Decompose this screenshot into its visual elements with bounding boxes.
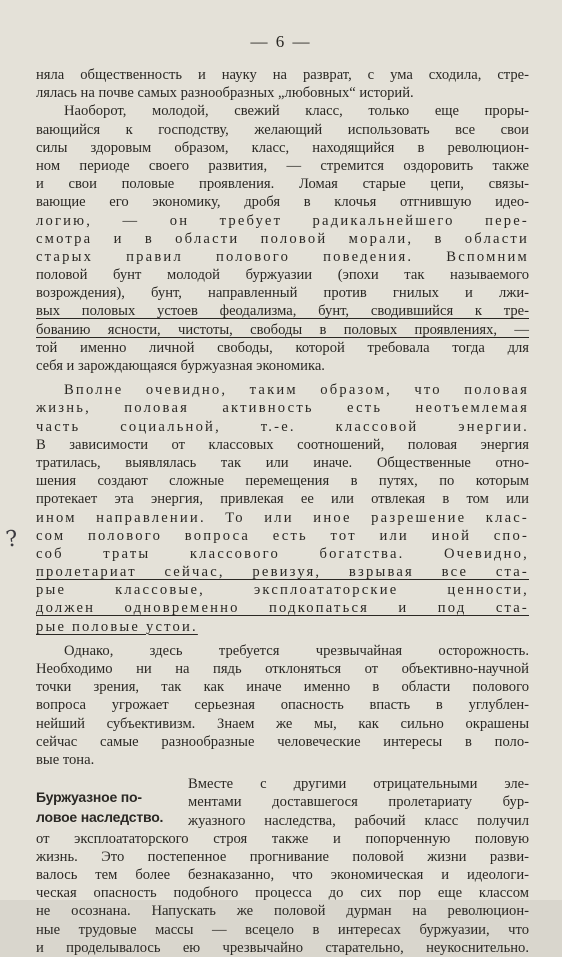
- text-line-underlined: бованию ясности, чистоты, свободы в половых проявлениях, —: [36, 321, 529, 338]
- margin-pencil-mark: ?: [4, 526, 20, 553]
- text-line: нейший субъективизм. Знаем же мы, как сильно окрашены: [36, 715, 529, 732]
- text-line: точки зрения, так как иначе именно в области полового: [36, 679, 529, 696]
- paragraph: [36, 381, 529, 636]
- text-line-spaced: Вполне очевидно, таким образом, что половая: [64, 382, 529, 399]
- text-line: тратилась, выявлялась так или иначе. Общественные отно-: [36, 454, 529, 471]
- text-line-spaced: смотра и в области половой морали, в области: [36, 230, 529, 247]
- text-line: вопроса угрожает серьезная опасность впасть в углублен-: [36, 697, 529, 714]
- text-line-underlined: вых половых устоев феодализма, бунт, сводившийся к тре-: [36, 303, 529, 320]
- section-heading-line: ловое наследство.: [36, 809, 164, 826]
- text-line: жуазного наследства, рабочий класс получил: [188, 812, 529, 829]
- text-line: Необходимо ни на пядь отклоняться от объективно-научной: [36, 661, 529, 677]
- text-line: В зависимости от классовых соотношений, половая энергия: [36, 436, 529, 453]
- text-line-underlined: рые половые устои.: [36, 618, 198, 635]
- text-line: силы здоровым образом, класс, находящийся в революцион-: [36, 139, 529, 156]
- text-line: сейчас самые разнообразные человеческие интересы в поло-: [36, 733, 529, 750]
- text-line: и проделывалось ею чрезвычайно старательно, неукоснительно.: [36, 939, 529, 956]
- text-line: возрождения), бунт, направленный против гнилых и лжи-: [36, 285, 529, 302]
- page-body: [36, 66, 529, 957]
- text-line-spaced: сом полового вопроса есть тот или иной спо-: [36, 527, 529, 544]
- text-line: ном периоде своего развития, — стремится оздоровить также: [36, 157, 529, 174]
- text-line-spaced: старых правил полового поведения. Вспомним: [36, 248, 529, 265]
- section-side-heading: [36, 775, 188, 830]
- text-line: ментами доставшегося пролетариату бур-: [188, 794, 529, 811]
- section-side-text: [188, 775, 529, 830]
- text-line: валось тем более безнаказанно, что экономическая и идеологи-: [36, 867, 529, 884]
- text-line: шения создают сложные перемещения в путях, по которым: [36, 473, 529, 490]
- text-line: себя и зарождающаяся буржуазная экономика.: [36, 358, 325, 374]
- text-line-underlined: пролетариат сейчас, ревизуя, взрывая все ста-: [36, 564, 529, 581]
- text-line: няла общественность и науку на разврат, с ума сходила, стре-: [36, 67, 529, 83]
- text-line: и свои половые проявления. Ломая старые цепи, связы-: [36, 176, 529, 193]
- text-line-underlined: должен одновременно подкопаться и под ста-: [36, 600, 529, 617]
- text-line: не осознана. Напускать же половой дурман на революцион-: [36, 903, 529, 920]
- text-line: половой бунт молодой буржуазии (эпохи так называемого: [36, 267, 529, 284]
- text-line-spaced: часть социальной, т.-е. классовой энергии.: [36, 418, 529, 435]
- text-line-spaced: соб траты классового богатства. Очевидно,: [36, 545, 529, 562]
- text-line: Вместе с другими отрицательными эле-: [188, 776, 529, 793]
- section-heading-line: Буржуазное по-: [36, 789, 142, 806]
- text-line-spaced: логию, — он требует радикальнейшего пере-: [36, 212, 529, 229]
- text-line-spaced: рые классовые, эксплоататорские ценности,: [36, 582, 529, 599]
- paragraph: [36, 102, 529, 375]
- text-line-spaced: ином направлении. То или иное разрешение клас-: [36, 509, 529, 526]
- text-line: вые тона.: [36, 751, 95, 768]
- text-line: той именно личной свободы, которой требовала тогда для: [36, 339, 529, 356]
- paragraph-continuation: [36, 66, 529, 102]
- text-line: ные трудовые массы — всецело в интересах буржуазии, что: [36, 921, 529, 938]
- text-line: Однако, здесь требуется чрезвычайная осторожность.: [64, 642, 529, 659]
- text-line: вающийся к господству, желающий использовать все свои: [36, 121, 529, 138]
- page-number: — 6 —: [250, 32, 312, 51]
- text-line: вающие его экономику, дробя в клочья отгнившую идео-: [36, 194, 529, 211]
- paragraph: [36, 642, 529, 769]
- text-line: Наоборот, молодой, свежий класс, только еще проры-: [64, 103, 529, 120]
- text-line-spaced: жизнь, половая активность есть неотъемлемая: [36, 400, 529, 417]
- text-line: от эксплоататорского строя также и попорченную половую: [36, 830, 529, 847]
- text-line: протекает эта энергия, привлекая ее или отвлекая в том или: [36, 491, 529, 508]
- text-line: ческая опасность подобного процесса до сих пор еще классом: [36, 885, 529, 902]
- text-line: жизнь. Это постепенное прогнивание половой жизни разви-: [36, 848, 529, 865]
- section-block: [36, 775, 529, 830]
- text-line: лялась на почве самых разнообразных „любовных“ историй.: [36, 85, 414, 102]
